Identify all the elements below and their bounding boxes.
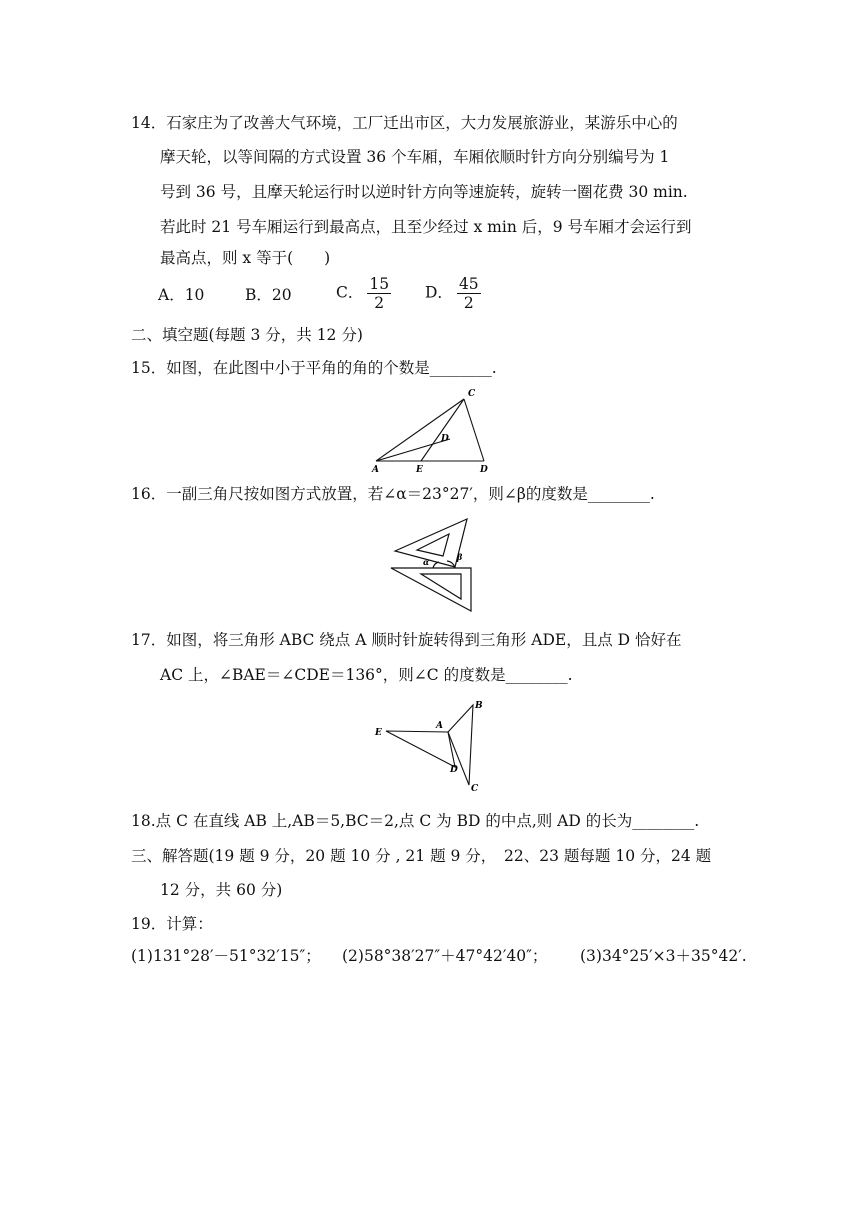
- q14-choice-c-numerator: 15: [369, 275, 390, 293]
- q15-line-cd: [464, 399, 484, 461]
- q16-label-beta: β: [457, 552, 463, 562]
- q14-line-4: 若此时 21 号车厢运行到最高点，且至少经过 x min 后，9 号车厢才会运行到: [160, 218, 692, 236]
- q17-label-d: D: [450, 765, 458, 775]
- q16-figure: [385, 515, 480, 615]
- q14-choice-d-fraction: [457, 275, 481, 312]
- q14-line-2: 摩天轮，以等间隔的方式设置 36 个车厢，车厢依顺时针方向分别编号为 1: [160, 148, 670, 166]
- q17-triangle-ade: [386, 731, 455, 767]
- q14-line-3: 号到 36 号，且摩天轮运行时以逆时针方向等速旋转，旋转一圈花费 30 min.: [160, 183, 688, 201]
- q19-part-2: (2)58°38′27″＋47°42′40″；: [342, 947, 548, 965]
- q14-choice-c-label: C．: [336, 283, 364, 302]
- q14-choice-d-numerator: 45: [458, 275, 479, 293]
- q16-text: 16．一副三角尺按如图方式放置，若∠α＝23°27′，则∠β的度数是________.: [131, 485, 655, 503]
- q15-label-d: D: [480, 465, 488, 475]
- q15-line-ac: [376, 399, 464, 461]
- q14-line-5: 最高点，则 x 等于( ): [160, 249, 331, 267]
- q14-choice-d-denominator: 2: [463, 294, 474, 312]
- q17-label-c: C: [471, 784, 479, 794]
- section-2-heading: 二、填空题(每题 3 分，共 12 分): [131, 326, 363, 344]
- q17-label-b: B: [475, 701, 483, 711]
- q15-figure: [366, 385, 496, 475]
- q14-choice-b: B．20: [245, 286, 292, 304]
- q15-text: 15．如图，在此图中小于平角的角的个数是________.: [131, 359, 497, 377]
- q14-choice-d-label: D．: [425, 283, 453, 302]
- q14-choice-c-fraction: [367, 275, 391, 312]
- q15-line-ec: [421, 399, 464, 461]
- q15-label-e: E: [416, 465, 423, 475]
- q15-line-a-inner: [376, 439, 450, 461]
- q18-text: 18.点 C 在直线 AB 上,AB＝5,BC＝2,点 C 为 BD 的中点,则 AD 的长为________.: [131, 812, 700, 830]
- q14-choice-c: [336, 275, 391, 312]
- q14-line-1: 14．石家庄为了改善大气环境，工厂迁出市区，大力发展旅游业，某游乐中心的: [131, 114, 678, 132]
- q15-label-inner-d: D: [441, 434, 449, 444]
- q17-label-e: E: [375, 728, 382, 738]
- section-3-heading-line-2: 12 分，共 60 分): [160, 881, 283, 899]
- q17-line-1: 17．如图，将三角形 ABC 绕点 A 顺时针旋转得到三角形 ADE，且点 D 恰好在: [131, 631, 682, 649]
- q16-label-alpha: α: [423, 557, 430, 567]
- q17-label-a: A: [436, 721, 443, 731]
- q16-upper-ruler-inner: [417, 534, 449, 556]
- q14-choice-d: [425, 275, 481, 312]
- q19-part-1: (1)131°28′－51°32′15″；: [131, 947, 321, 965]
- q15-label-a: A: [372, 465, 379, 475]
- q14-choice-c-denominator: 2: [374, 294, 385, 312]
- section-3-heading-line-1: 三、解答题(19 题 9 分，20 题 10 分 , 21 题 9 分， 22、23 题每题 10 分，24 题: [131, 847, 712, 865]
- q17-line-2: AC 上，∠BAE＝∠CDE＝136°，则∠C 的度数是________.: [160, 666, 573, 684]
- q19-part-3: (3)34°25′×3＋35°42′.: [580, 947, 747, 965]
- q19-title: 19．计算：: [131, 915, 213, 933]
- q17-figure: [370, 695, 495, 795]
- q14-choice-a: A．10: [158, 286, 205, 304]
- q15-label-c: C: [468, 389, 476, 399]
